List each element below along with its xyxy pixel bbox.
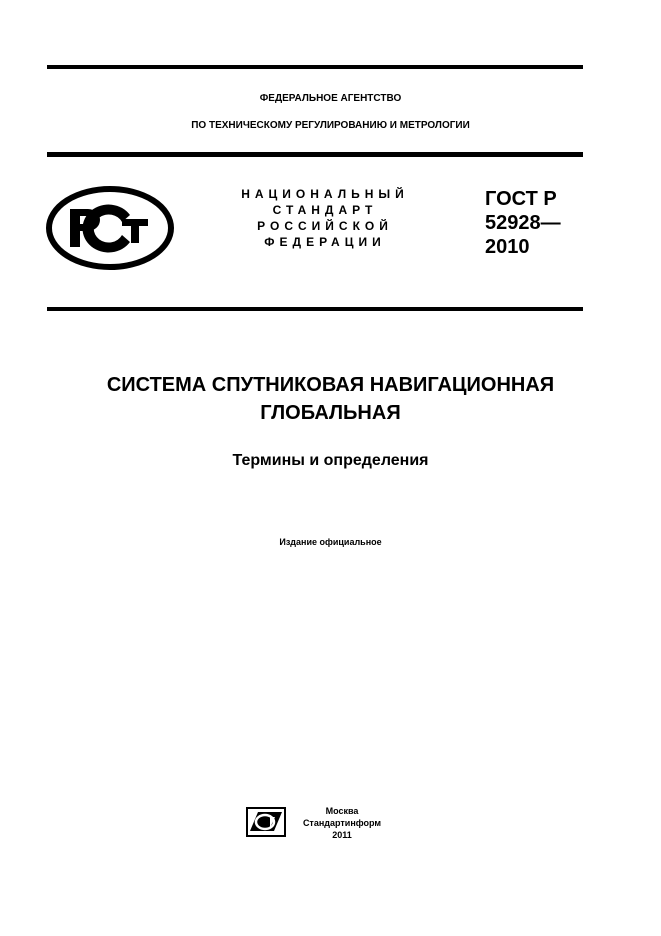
national-standard-line: РОССИЙСКОЙ — [257, 219, 393, 233]
edition-label: Издание официальное — [279, 537, 382, 547]
gost-line-1: ГОСТ Р — [485, 188, 557, 210]
national-standard-line: ФЕДЕРАЦИИ — [264, 235, 386, 249]
document-title — [0, 371, 661, 427]
publisher-name: Стандартинформ — [302, 818, 382, 828]
header-rule — [47, 152, 583, 157]
agency-line-2: ПО ТЕХНИЧЕСКОМУ РЕГУЛИРОВАНИЮ И МЕТРОЛОГИИ — [191, 120, 470, 131]
agency-line-1: ФЕДЕРАЛЬНОЕ АГЕНТСТВО — [259, 93, 402, 104]
rst-emblem-icon — [44, 185, 176, 276]
publisher-year: 2011 — [332, 830, 352, 840]
document-subtitle: Термины и определения — [232, 452, 429, 469]
standartinform-logo-icon — [246, 807, 286, 842]
national-standard-line: СТАНДАРТ — [272, 203, 378, 217]
publisher-block — [296, 805, 388, 841]
title-line-1: СИСТЕМА СПУТНИКОВАЯ НАВИГАЦИОННАЯ — [106, 374, 555, 396]
gost-line-2: 52928— — [485, 212, 561, 234]
title-line-2: ГЛОБАЛЬНАЯ — [260, 402, 401, 424]
top-rule — [47, 65, 583, 69]
gost-line-3: 2010 — [485, 236, 530, 258]
national-standard-block — [225, 186, 425, 250]
publisher-city: Москва — [325, 806, 359, 816]
title-rule — [47, 307, 583, 311]
gost-designation — [485, 187, 561, 259]
national-standard-line: НАЦИОНАЛЬНЫЙ — [241, 187, 409, 201]
